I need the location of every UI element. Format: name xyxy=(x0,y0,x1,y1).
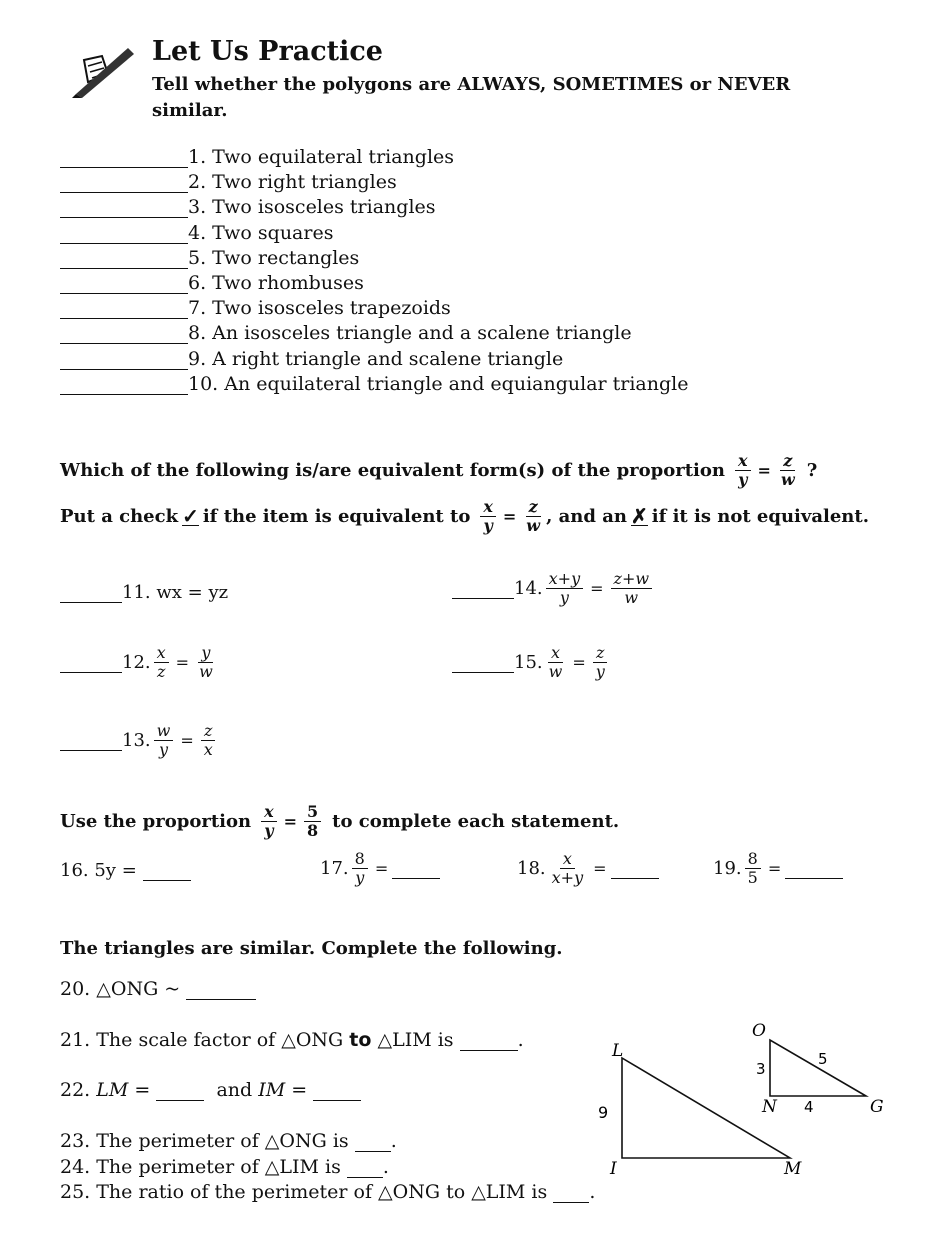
list-item-text: 9. A right triangle and scalene triangle xyxy=(188,347,564,370)
list-item xyxy=(60,143,454,168)
side-label-on: 3 xyxy=(756,1060,766,1078)
vertex-label-m: M xyxy=(784,1159,802,1179)
proportion-question: Which of the following is/are equivalent form(s) of the proportion $\frac{x}{y}$ = $\frac{z}{w}$ ? xyxy=(60,451,818,489)
item-12: 12. $\frac{x}{z}$ = $\frac{y}{w}$ xyxy=(60,644,219,681)
x-mark-icon: ✗ xyxy=(630,504,648,528)
list-item xyxy=(60,319,632,344)
item-19: 19. $\frac{8}{5}$ = xyxy=(713,850,843,887)
list-item-text: 4. Two squares xyxy=(188,221,334,244)
answer-blank-13[interactable] xyxy=(60,730,122,751)
answer-blank-22-lm[interactable] xyxy=(156,1080,204,1101)
answer-blank-17[interactable] xyxy=(392,858,440,879)
list-item xyxy=(60,269,364,294)
item-11: 11. wx = yz xyxy=(60,582,228,603)
use-proportion-heading: Use the proportion $\frac{x}{y}$ = $\frac{5}{8}$ to complete each statement. xyxy=(60,802,620,840)
item-23: 23. The perimeter of △ONG is . xyxy=(60,1130,397,1152)
answer-blank-23[interactable] xyxy=(355,1131,391,1152)
answer-blank-20[interactable] xyxy=(186,979,256,1000)
item-18: 18. $\frac{x}{x+y}$ = xyxy=(517,850,659,887)
list-item xyxy=(60,193,436,218)
pencil-paper-icon xyxy=(68,44,148,100)
side-label-li: 9 xyxy=(598,1103,609,1122)
instruction-text: Tell whether the polygons are ALWAYS, SOMETIMES or NEVER similar. xyxy=(152,74,791,121)
answer-blank-15[interactable] xyxy=(452,652,514,673)
similar-triangles-figure xyxy=(590,1010,900,1200)
item-25: 25. The ratio of the perimeter of △ONG to △LIM is . xyxy=(60,1181,596,1203)
answer-blank[interactable] xyxy=(60,298,188,319)
answer-blank[interactable] xyxy=(60,273,188,294)
answer-blank-11[interactable] xyxy=(60,582,122,603)
item-15: 15. $\frac{x}{w}$ = $\frac{z}{y}$ xyxy=(452,644,611,681)
vertex-label-i: I xyxy=(610,1159,617,1179)
list-item xyxy=(60,244,359,269)
list-item-text: 2. Two right triangles xyxy=(188,171,397,194)
answer-blank[interactable] xyxy=(60,323,188,344)
vertex-label-l: L xyxy=(612,1041,624,1061)
item-21: 21. The scale factor of △ONG to △LIM is . xyxy=(60,1029,524,1051)
triangles-heading: The triangles are similar. Complete the following. xyxy=(60,938,563,959)
item-24: 24. The perimeter of △LIM is . xyxy=(60,1156,389,1178)
equiv-fraction-x-y: $\frac{x}{y}$ xyxy=(480,498,496,535)
triangle-ong xyxy=(770,1040,866,1096)
side-label-ng: 4 xyxy=(804,1098,814,1116)
answer-blank[interactable] xyxy=(60,197,188,218)
list-item-text: 8. An isosceles triangle and a scalene triangle xyxy=(188,322,632,345)
list-item-text: 7. Two isosceles trapezoids xyxy=(188,297,451,320)
item-14: 14. $\frac{x+y}{y}$ = $\frac{z+w}{w}$ xyxy=(452,570,655,607)
vertex-label-o: O xyxy=(752,1021,766,1041)
answer-blank[interactable] xyxy=(60,374,188,395)
answer-blank[interactable] xyxy=(60,223,188,244)
answer-blank-12[interactable] xyxy=(60,652,122,673)
answer-blank[interactable] xyxy=(60,147,188,168)
list-item-text: 10. An equilateral triangle and equiangular triangle xyxy=(188,372,689,395)
proportion-fraction-z-w: $\frac{z}{w}$ xyxy=(780,451,795,489)
answer-blank-19[interactable] xyxy=(785,858,843,879)
item-22: 22. LM = and IM = xyxy=(60,1079,361,1101)
side-label-og: 5 xyxy=(818,1050,828,1068)
check-mark-icon: ✓ xyxy=(182,504,199,528)
answer-blank-21[interactable] xyxy=(460,1030,518,1051)
list-item-text: 3. Two isosceles triangles xyxy=(188,196,436,219)
item-17: 17. $\frac{8}{y}$ = xyxy=(320,850,440,887)
proportion-fraction-x-y: $\frac{x}{y}$ xyxy=(735,452,751,489)
item-13: 13. $\frac{w}{y}$ = $\frac{z}{x}$ xyxy=(60,722,219,759)
list-item-text: 6. Two rhombuses xyxy=(188,272,364,294)
item-16: 16. 5y = xyxy=(60,860,191,881)
list-item-text: 5. Two rectangles xyxy=(188,246,360,269)
page-title: Let Us Practice xyxy=(152,36,383,67)
list-item-text: 1. Two equilateral triangles xyxy=(188,146,455,168)
answer-blank-25[interactable] xyxy=(553,1182,589,1203)
vertex-label-n: N xyxy=(762,1097,777,1117)
answer-blank-16[interactable] xyxy=(143,860,191,881)
item-20: 20. △ONG ~ xyxy=(60,978,256,1000)
answer-blank-14[interactable] xyxy=(452,578,514,599)
proportion-question-text: Which of the following is/are equivalent form(s) of the proportion xyxy=(60,460,725,481)
answer-blank[interactable] xyxy=(60,172,188,193)
answer-blank[interactable] xyxy=(60,349,188,370)
list-item xyxy=(60,370,689,395)
list-item xyxy=(60,168,397,193)
list-item xyxy=(60,345,563,370)
answer-blank-18[interactable] xyxy=(611,858,659,879)
list-item xyxy=(60,219,333,244)
answer-blank[interactable] xyxy=(60,248,188,269)
check-instruction: Put a check ✓ if the item is equivalent to $\frac{x}{y}$ = $\frac{z}{w}$ , and an ✗ if it is not equivalent. xyxy=(60,497,869,535)
equiv-fraction-z-w: $\frac{z}{w}$ xyxy=(526,497,541,535)
answer-blank-22-im[interactable] xyxy=(313,1080,361,1101)
vertex-label-g: G xyxy=(870,1097,884,1117)
answer-blank-24[interactable] xyxy=(347,1157,383,1178)
list-item xyxy=(60,294,451,319)
